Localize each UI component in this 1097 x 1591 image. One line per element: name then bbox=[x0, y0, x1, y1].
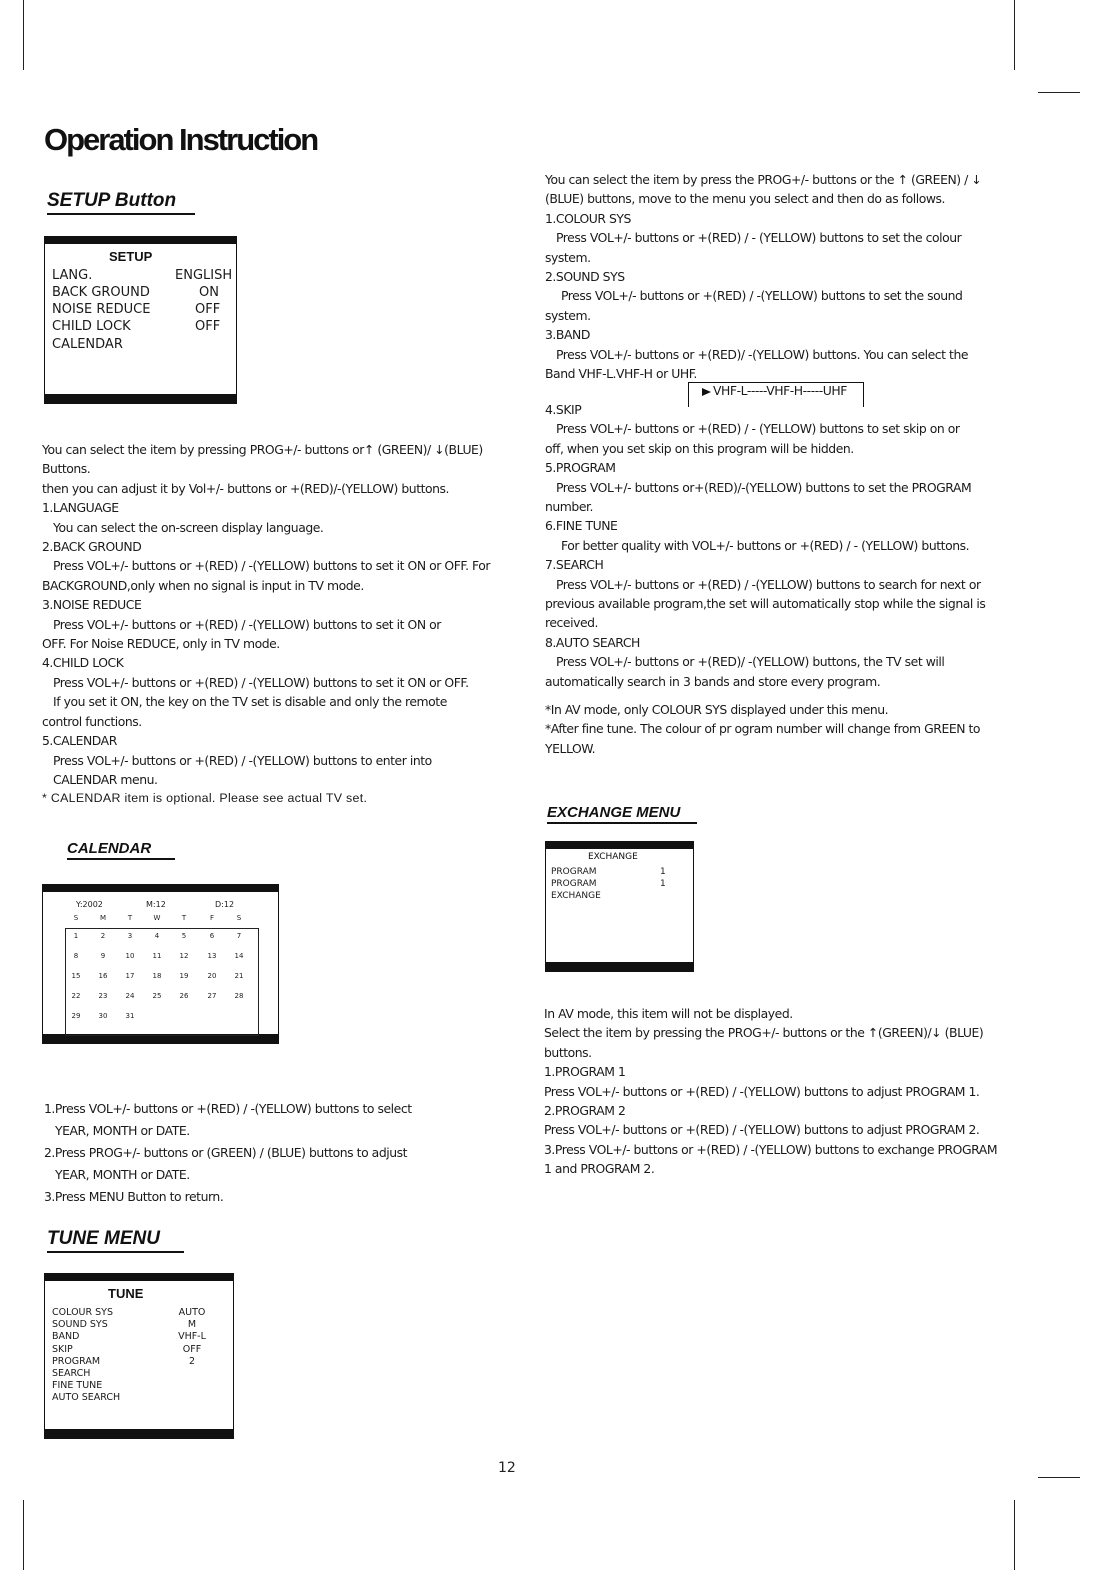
calendar-line: 2.Press PROG+/- buttons or (GREEN) / (BLUE) buttons to adjust bbox=[44, 1145, 408, 1160]
calendar-date[interactable]: 29 bbox=[71, 1012, 81, 1020]
calendar-date[interactable]: 23 bbox=[98, 992, 108, 1000]
tune-line: For better quality with VOL+/- buttons or +(RED) / - (YELLOW) buttons. bbox=[561, 537, 970, 553]
calendar-date[interactable]: 1 bbox=[73, 932, 79, 940]
band-cycle-label bbox=[702, 381, 847, 400]
exchange-line: buttons. bbox=[544, 1044, 592, 1060]
tune-line: 8.AUTO SEARCH bbox=[545, 634, 640, 650]
setup-line: 5.CALENDAR bbox=[42, 733, 117, 749]
calendar-weekday: F bbox=[209, 914, 215, 922]
crop-mark bbox=[1038, 1477, 1080, 1478]
calendar-date[interactable]: 3 bbox=[127, 932, 133, 940]
tune-line: automatically search in 3 bands and store every program. bbox=[545, 673, 881, 689]
tune-line: 6.FINE TUNE bbox=[545, 518, 618, 534]
setup-line: then you can adjust it by Vol+/- buttons or +(RED)/-(YELLOW) buttons. bbox=[42, 480, 450, 496]
tune-row-label: FINE TUNE bbox=[52, 1380, 103, 1392]
page-number: 12 bbox=[498, 1460, 516, 1476]
tune-row-label: SEARCH bbox=[52, 1368, 91, 1379]
setup-line: 1.LANGUAGE bbox=[42, 500, 119, 516]
calendar-line: YEAR, MONTH or DATE. bbox=[55, 1123, 190, 1138]
exchange-menu-title: EXCHANGE bbox=[588, 852, 638, 862]
tune-heading: TUNE MENU bbox=[47, 1228, 184, 1253]
calendar-date[interactable]: 16 bbox=[98, 972, 108, 980]
exchange-heading: EXCHANGE MENU bbox=[547, 804, 697, 824]
exchange-row-label: PROGRAM bbox=[551, 879, 597, 889]
calendar-date[interactable]: 18 bbox=[152, 972, 162, 980]
tune-line: 4.SKIP bbox=[545, 402, 582, 417]
calendar-date[interactable]: 2 bbox=[100, 932, 106, 940]
calendar-date[interactable]: 9 bbox=[100, 952, 106, 960]
calendar-date[interactable]: 12 bbox=[179, 952, 189, 960]
setup-line: You can select the item by pressing PROG+/- buttons or↑ (GREEN)/ ↓(BLUE) bbox=[42, 442, 483, 457]
calendar-date[interactable]: 26 bbox=[179, 992, 189, 1000]
calendar-date[interactable]: 19 bbox=[179, 972, 189, 980]
tune-notes bbox=[545, 700, 980, 758]
setup-row-value: OFF bbox=[195, 319, 221, 334]
tune-text bbox=[545, 170, 981, 383]
exchange-row-label: EXCHANGE bbox=[551, 891, 601, 901]
setup-line: You can select the on-screen display language. bbox=[53, 519, 324, 535]
calendar-date[interactable]: 24 bbox=[125, 992, 135, 1000]
tune-line: You can select the item by press the PROG+/- buttons or the ↑ (GREEN) / ↓ bbox=[545, 172, 982, 187]
calendar-weekday: T bbox=[181, 914, 187, 922]
tune-row-label: PROGRAM bbox=[52, 1355, 101, 1367]
calendar-weekday: T bbox=[127, 914, 133, 922]
calendar-date[interactable]: 8 bbox=[73, 952, 79, 960]
calendar-weekday: S bbox=[73, 914, 79, 922]
tune-line: Band VHF-L.VHF-H or UHF. bbox=[545, 366, 697, 382]
calendar-date[interactable]: 13 bbox=[207, 952, 217, 960]
tune-line: Press VOL+/- buttons or+(RED)/-(YELLOW) buttons to set the PROGRAM bbox=[556, 479, 972, 495]
crop-mark bbox=[1038, 92, 1080, 93]
calendar-heading: CALENDAR bbox=[67, 840, 175, 860]
tune-row-label: COLOUR SYS bbox=[52, 1307, 113, 1318]
calendar-line: YEAR, MONTH or DATE. bbox=[55, 1167, 190, 1182]
calendar-date[interactable]: 4 bbox=[154, 932, 160, 940]
tune-note: YELLOW. bbox=[545, 740, 596, 756]
calendar-date[interactable]: 6 bbox=[209, 932, 215, 940]
tune-menu-title: TUNE bbox=[108, 1286, 144, 1301]
setup-line: Buttons. bbox=[42, 461, 91, 477]
exchange-line: Select the item by pressing the PROG+/- buttons or the ↑(GREEN)/↓ (BLUE) bbox=[544, 1025, 984, 1041]
calendar-date[interactable]: 7 bbox=[236, 932, 242, 940]
tune-line: Press VOL+/- buttons or +(RED) / - (YELLOW) buttons to set skip on or bbox=[556, 421, 960, 437]
tune-row-label: SOUND SYS bbox=[52, 1319, 108, 1331]
setup-line: Press VOL+/- buttons or +(RED) / -(YELLOW) buttons to set it ON or OFF. bbox=[53, 674, 469, 690]
setup-line: Press VOL+/- buttons or +(RED) / -(YELLOW) buttons to set it ON or bbox=[53, 616, 441, 632]
exchange-row-label: PROGRAM bbox=[551, 867, 597, 877]
tune-line: 5.PROGRAM bbox=[545, 460, 616, 476]
setup-line: CALENDAR menu. bbox=[53, 771, 158, 787]
tune-line: Press VOL+/- buttons or +(RED) / -(YELLOW) buttons to search for next or bbox=[556, 576, 981, 592]
calendar-year: Y:2002 bbox=[76, 900, 103, 909]
calendar-date[interactable]: 17 bbox=[125, 972, 135, 980]
setup-line: 3.NOISE REDUCE bbox=[42, 597, 142, 613]
exchange-line: 1.PROGRAM 1 bbox=[544, 1064, 626, 1080]
setup-line: Press VOL+/- buttons or +(RED) / -(YELLOW) buttons to enter into bbox=[53, 752, 432, 768]
tune-row-value: M bbox=[187, 1319, 197, 1331]
tune-line: 7.SEARCH bbox=[545, 557, 604, 573]
crop-mark bbox=[23, 0, 24, 70]
exchange-line: In AV mode, this item will not be displayed. bbox=[544, 1006, 793, 1021]
calendar-date[interactable]: 25 bbox=[152, 992, 162, 1000]
setup-menu bbox=[44, 236, 237, 404]
arrow-right-icon bbox=[702, 388, 711, 396]
setup-heading: SETUP Button bbox=[47, 190, 195, 215]
tune-line: Press VOL+/- buttons or +(RED)/ -(YELLOW) buttons, the TV set will bbox=[556, 654, 945, 670]
setup-line: Press VOL+/- buttons or +(RED) / -(YELLOW) buttons to set it ON or OFF. For bbox=[53, 558, 491, 574]
setup-menu-title: SETUP bbox=[109, 249, 153, 264]
exchange-line: 1 and PROGRAM 2. bbox=[544, 1161, 655, 1177]
setup-row-label: NOISE REDUCE bbox=[52, 302, 151, 317]
exchange-text bbox=[544, 1004, 997, 1179]
calendar-date[interactable]: 22 bbox=[71, 992, 81, 1000]
crop-mark bbox=[1014, 0, 1015, 70]
setup-row-value: OFF bbox=[195, 302, 221, 317]
calendar-weekday: W bbox=[153, 914, 161, 922]
tune-line: Press VOL+/- buttons or +(RED) / - (YELLOW) buttons to set the colour bbox=[556, 230, 962, 246]
calendar-date[interactable]: 28 bbox=[234, 992, 244, 1000]
calendar-text bbox=[44, 1098, 412, 1208]
tune-row-value: VHF-L bbox=[178, 1331, 206, 1343]
setup-row-label: CHILD LOCK bbox=[52, 319, 131, 334]
exchange-line: 3.Press VOL+/- buttons or +(RED) / -(YELLOW) buttons to exchange PROGRAM bbox=[544, 1141, 998, 1157]
tune-text-2 bbox=[545, 400, 985, 691]
calendar-weekday: M bbox=[99, 914, 107, 922]
setup-line: control functions. bbox=[42, 713, 142, 729]
calendar-date[interactable]: 10 bbox=[125, 952, 135, 960]
calendar-date[interactable]: 27 bbox=[207, 992, 217, 1000]
setup-row-label: BACK GROUND bbox=[52, 285, 150, 300]
setup-note: * CALENDAR item is optional. Please see actual TV set. bbox=[42, 791, 368, 806]
tune-line: (BLUE) buttons, move to the menu you select and then do as follows. bbox=[545, 191, 946, 207]
exchange-line: 2.PROGRAM 2 bbox=[544, 1103, 626, 1119]
tune-line: received. bbox=[545, 615, 599, 631]
tune-note: *After fine tune. The colour of pr ogram number will change from GREEN to bbox=[545, 721, 981, 737]
exchange-row-value: 1 bbox=[660, 879, 666, 889]
tune-note: *In AV mode, only COLOUR SYS displayed under this menu. bbox=[545, 702, 889, 717]
setup-text bbox=[42, 440, 490, 809]
calendar-line: 1.Press VOL+/- buttons or +(RED) / -(YELLOW) buttons to select bbox=[44, 1101, 412, 1116]
calendar-day: D:12 bbox=[215, 900, 235, 909]
calendar-date[interactable]: 5 bbox=[181, 932, 187, 940]
tune-line: previous available program,the set will automatically stop while the signal is bbox=[545, 596, 986, 612]
calendar-weekday: S bbox=[236, 914, 242, 922]
calendar-month: M:12 bbox=[146, 900, 166, 909]
calendar-date[interactable]: 20 bbox=[207, 972, 217, 980]
exchange-line: Press VOL+/- buttons or +(RED) / -(YELLOW) buttons to adjust PROGRAM 2. bbox=[544, 1122, 980, 1138]
tune-line: 2.SOUND SYS bbox=[545, 269, 625, 285]
tune-row-label: SKIP bbox=[52, 1343, 73, 1355]
calendar-date[interactable]: 15 bbox=[71, 972, 81, 980]
calendar-date[interactable]: 30 bbox=[98, 1012, 108, 1020]
tune-line: 3.BAND bbox=[545, 327, 590, 343]
tune-menu bbox=[44, 1273, 234, 1439]
tune-line: system. bbox=[545, 307, 591, 323]
calendar-date[interactable]: 31 bbox=[125, 1012, 135, 1020]
tune-line: system. bbox=[545, 249, 591, 265]
tune-line: number. bbox=[545, 499, 594, 515]
tune-line: 1.COLOUR SYS bbox=[545, 210, 631, 226]
crop-mark bbox=[1014, 1500, 1015, 1570]
exchange-line: Press VOL+/- buttons or +(RED) / -(YELLOW) buttons to adjust PROGRAM 1. bbox=[544, 1083, 980, 1099]
setup-line: 2.BACK GROUND bbox=[42, 539, 142, 555]
tune-line: Press VOL+/- buttons or +(RED)/ -(YELLOW) buttons. You can select the bbox=[556, 346, 969, 362]
tune-row-value: AUTO bbox=[178, 1307, 206, 1318]
tune-line: off, when you set skip on this program will be hidden. bbox=[545, 440, 854, 456]
tune-row-value: OFF bbox=[182, 1343, 202, 1355]
calendar-menu bbox=[42, 884, 279, 1044]
setup-line: OFF. For Noise REDUCE, only in TV mode. bbox=[42, 636, 280, 652]
setup-row-label: CALENDAR bbox=[52, 337, 123, 352]
setup-line: 4.CHILD LOCK bbox=[42, 655, 124, 671]
crop-mark bbox=[23, 1500, 24, 1570]
calendar-date[interactable]: 21 bbox=[234, 972, 244, 980]
calendar-line: 3.Press MENU Button to return. bbox=[44, 1189, 224, 1204]
calendar-date[interactable]: 14 bbox=[234, 952, 244, 960]
setup-row-value: ENGLISH bbox=[175, 268, 233, 283]
exchange-row-value: 1 bbox=[660, 867, 666, 877]
setup-row-label: LANG. bbox=[52, 268, 93, 283]
setup-line: BACKGROUND,only when no signal is input in TV mode. bbox=[42, 577, 364, 593]
tune-row-value: 2 bbox=[188, 1355, 196, 1367]
calendar-date[interactable]: 11 bbox=[152, 952, 162, 960]
band-cycle-text: VHF-L-----VHF-H-----UHF bbox=[713, 383, 847, 398]
tune-row-label: AUTO SEARCH bbox=[52, 1392, 121, 1404]
exchange-menu bbox=[545, 841, 694, 972]
page-title: Operation Instruction bbox=[44, 122, 318, 157]
setup-row-value: ON bbox=[199, 285, 219, 300]
tune-row-label: BAND bbox=[52, 1331, 80, 1343]
setup-line: If you set it ON, the key on the TV set is disable and only the remote bbox=[53, 694, 447, 710]
tune-line: Press VOL+/- buttons or +(RED) / -(YELLOW) buttons to set the sound bbox=[561, 288, 963, 304]
